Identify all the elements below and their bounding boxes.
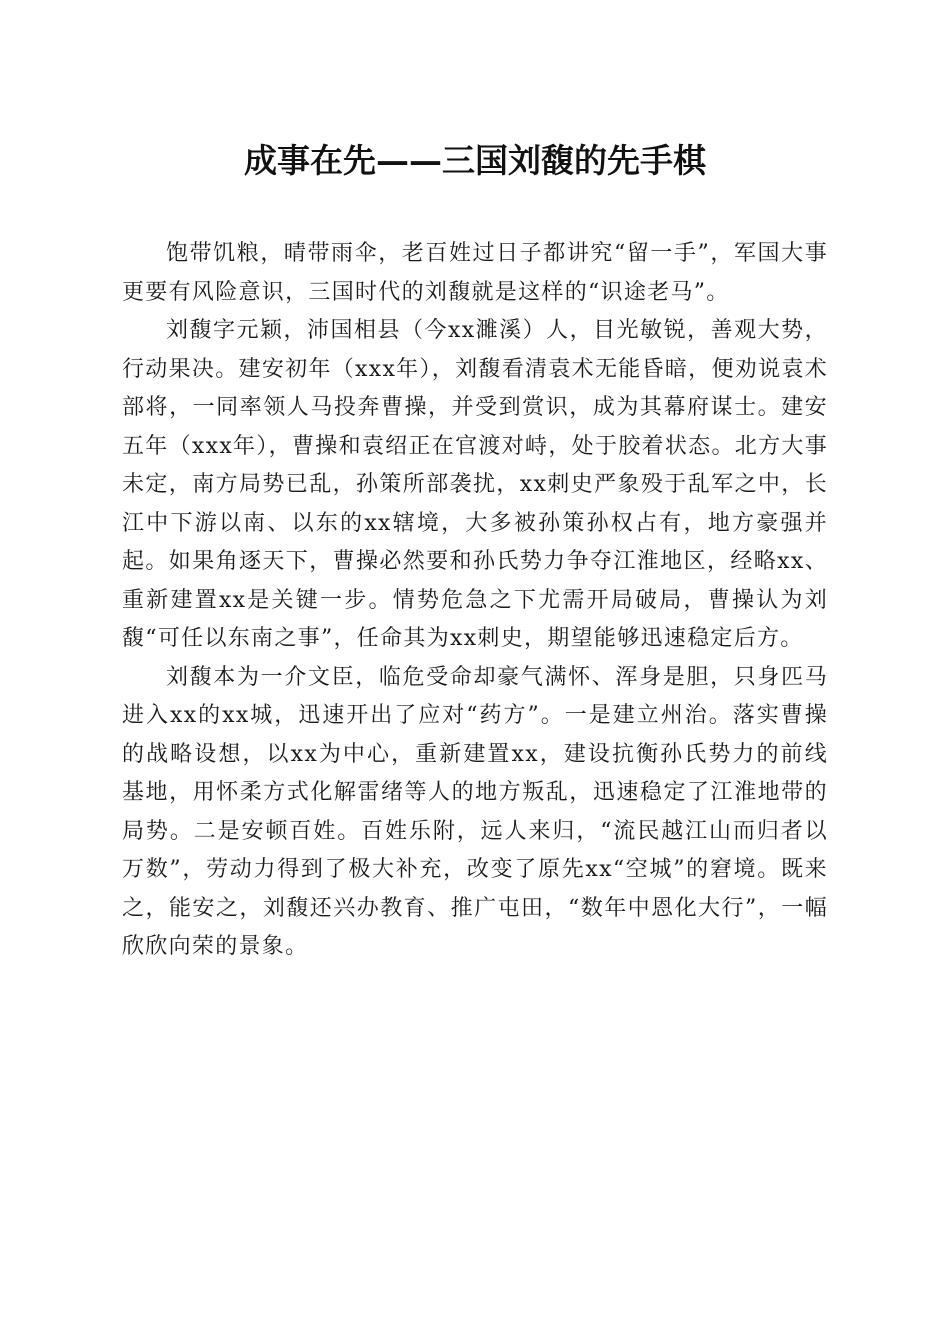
paragraph-2: 刘馥字元颖，沛国相县（今xx濉溪）人，目光敏锐，善观大势，行动果决。建安初年（xxx年），刘馥看清袁术无能昏暗，便劝说袁术部将，一同率领人马投奔曹操，并受到赏识，成为其幕府谋士。建安五年（xxx年），曹操和袁绍正在官渡对峙，处于胶着状态。北方大事未定，南方局势已乱，孙策所部袭扰，xx刺史严象殁于乱军之中，长江中下游以南、以东的xx辖境，大多被孙策孙权占有，地方豪强并起。如果角逐天下，曹操必然要和孙氏势力争夺江淮地区，经略xx、重新建置xx是关键一步。情势危急之下尤需开局破局，曹操认为刘馥“可任以东南之事”，任命其为xx刺史，期望能够迅速稳定后方。 <box>122 318 828 651</box>
paragraph-1: 饱带饥粮，晴带雨伞，老百姓过日子都讲究“留一手”，军国大事更要有风险意识，三国时代的刘馥就是这样的“识途老马”。 <box>122 241 828 305</box>
document-body <box>122 235 828 967</box>
paragraph-3: 刘馥本为一介文臣，临危受命却豪气满怀、浑身是胆，只身匹马进入xx的xx城，迅速开出了应对“药方”。一是建立州治。落实曹操的战略设想，以xx为中心，重新建置xx，建设抗衡孙氏势力的前线基地，用怀柔方式化解雷绪等人的地方叛乱，迅速稳定了江淮地带的局势。二是安顿百姓。百姓乐附，远人来归，“流民越江山而归者以万数”，劳动力得到了极大补充，改变了原先xx“空城”的窘境。既来之，能安之，刘馥还兴办教育、推广屯田，“数年中恩化大行”，一幅欣欣向荣的景象。 <box>122 664 828 959</box>
document-title: 成事在先——三国刘馥的先手棋 <box>244 141 706 180</box>
